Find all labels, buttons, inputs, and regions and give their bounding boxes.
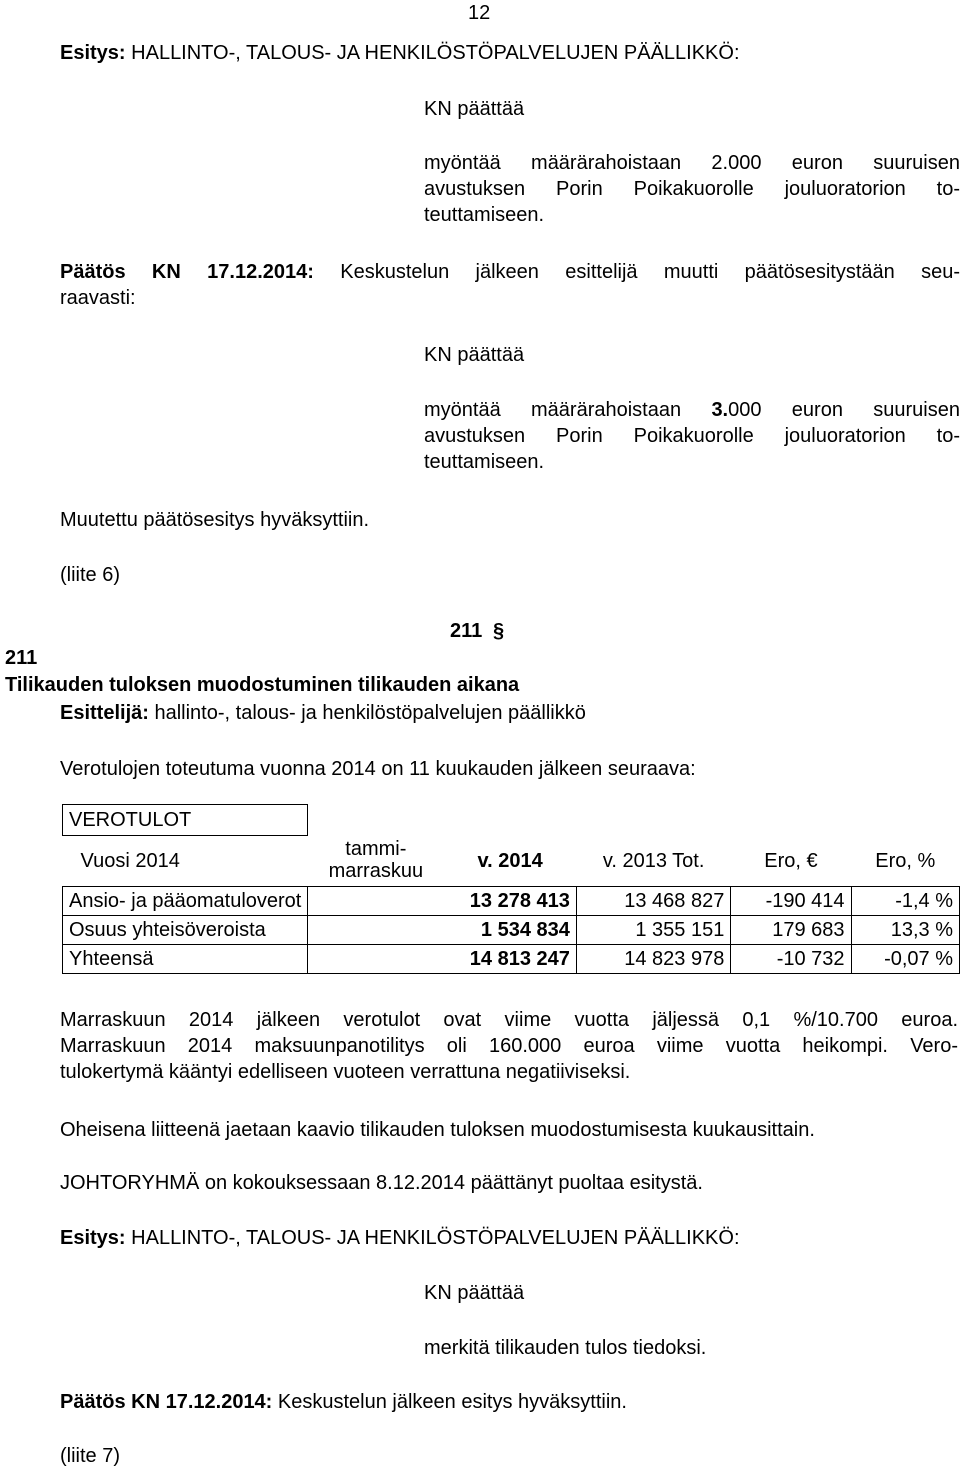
cell-2013: 13 468 827 xyxy=(576,887,730,916)
intro-text: Verotulojen toteutuma vuonna 2014 on 11 kuukauden jälkeen seuraava: xyxy=(60,758,696,780)
cell-diff: -190 414 xyxy=(731,887,851,916)
decision-text-2 xyxy=(424,397,960,475)
kn-decides-1: KN päättää xyxy=(424,98,525,120)
cell-2014: 1 534 834 xyxy=(308,916,577,945)
presenter-line xyxy=(60,700,586,726)
summary-line: Marraskuun 2014 maksuunpanotilitys oli 160.000 euroa viime vuotta heikompi. Vero- xyxy=(60,1035,958,1057)
row-label: Yhteensä xyxy=(63,945,308,974)
esitys-label: Esitys: xyxy=(60,1227,126,1249)
esitys-text: HALLINTO-, TALOUS- JA HENKILÖSTÖPALVELUJEN PÄÄLLIKKÖ: xyxy=(131,42,740,64)
svg-text:§: § xyxy=(492,620,504,641)
management-note: JOHTORYHMÄ on kokouksessaan 8.12.2014 päättänyt puoltaa esitystä. xyxy=(60,1172,703,1194)
paatos-paragraph-1 xyxy=(60,259,960,311)
section-sign-icon xyxy=(492,619,506,641)
paatos-text: Keskustelun jälkeen esittelijä muutti päätösesitystään seu- xyxy=(340,261,960,283)
row-label: Osuus yhteisöveroista xyxy=(63,916,308,945)
revenue-summary xyxy=(60,1007,958,1085)
table-caption: VEROTULOT xyxy=(63,805,308,836)
presenter-text: hallinto-, talous- ja henkilöstöpalvelujen päällikkö xyxy=(154,702,586,724)
cell-pct: -1,4 % xyxy=(851,887,959,916)
header-2013: v. 2013 Tot. xyxy=(602,849,705,872)
header-diff-pct: Ero, % xyxy=(875,849,936,872)
kn-decides-3: KN päättää xyxy=(424,1282,525,1304)
decision-line: myöntää määrärahoistaan 3.000 euron suuruisen xyxy=(424,399,960,421)
header-diff-eur: Ero, € xyxy=(764,849,818,872)
esitys-label: Esitys: xyxy=(60,42,126,64)
section-number: 211 xyxy=(450,620,483,642)
esitys-heading-2 xyxy=(60,1225,740,1251)
tax-revenue-table xyxy=(62,804,960,974)
cell-diff: 179 683 xyxy=(731,916,851,945)
kn-decides-2: KN päättää xyxy=(424,344,525,366)
decision-line: teuttamiseen. xyxy=(424,451,545,473)
header-2014: v. 2014 xyxy=(477,849,543,872)
cell-2014: 13 278 413 xyxy=(308,887,577,916)
section-title: Tilikauden tuloksen muodostuminen tilikauden aikana xyxy=(5,674,520,696)
attachment-ref-6: (liite 6) xyxy=(60,564,121,586)
paatos-line xyxy=(60,259,960,285)
summary-line: tulokertymä kääntyi edelliseen vuoteen verrattuna negatiiviseksi. xyxy=(60,1061,631,1083)
paatos-label: Päätös KN 17.12.2014: xyxy=(60,261,314,283)
page-number: 12 xyxy=(468,2,491,24)
header-jan-nov: tammi- marraskuu xyxy=(328,837,424,882)
highlighted-amount: 3. xyxy=(711,399,729,421)
summary-line: Marraskuun 2014 jälkeen verotulot ovat viime vuotta jäljessä 0,1 %/10.700 euroa. xyxy=(60,1009,958,1031)
cell-2014: 14 813 247 xyxy=(308,945,577,974)
decision-text-1 xyxy=(424,150,960,228)
esitys-heading-1 xyxy=(60,40,740,66)
table-header-row xyxy=(63,836,960,887)
paatos-text: Keskustelun jälkeen esitys hyväksyttiin. xyxy=(277,1391,627,1413)
table-caption-row xyxy=(63,805,960,836)
section-number-left: 211 xyxy=(5,647,38,669)
paatos-line: raavasti: xyxy=(60,287,136,309)
cell-2013: 1 355 151 xyxy=(576,916,730,945)
table-row xyxy=(63,887,960,916)
decision-line: teuttamiseen. xyxy=(424,204,545,226)
paatos-label: Päätös KN 17.12.2014: xyxy=(60,1391,273,1413)
attachment-note: Oheisena liitteenä jaetaan kaavio tilikauden tuloksen muodostumisesta kuukausittain. xyxy=(60,1119,815,1141)
section-number-center xyxy=(450,618,506,644)
decision-text-3: merkitä tilikauden tulos tiedoksi. xyxy=(424,1337,707,1359)
decision-line: avustuksen Porin Poikakuorolle jouluoratorion to- xyxy=(424,178,960,200)
table-row xyxy=(63,916,960,945)
decision-line: myöntää määrärahoistaan 2.000 euron suuruisen xyxy=(424,152,960,174)
cell-2013: 14 823 978 xyxy=(576,945,730,974)
cell-pct: 13,3 % xyxy=(851,916,959,945)
decision-line: avustuksen Porin Poikakuorolle jouluoratorion to- xyxy=(424,425,960,447)
paatos-paragraph-2 xyxy=(60,1389,627,1415)
approved-text: Muutettu päätösesitys hyväksyttiin. xyxy=(60,509,370,531)
table-row xyxy=(63,945,960,974)
attachment-ref-7: (liite 7) xyxy=(60,1445,121,1467)
presenter-label: Esittelijä: xyxy=(60,702,149,724)
esitys-text: HALLINTO-, TALOUS- JA HENKILÖSTÖPALVELUJEN PÄÄLLIKKÖ: xyxy=(131,1227,740,1249)
cell-pct: -0,07 % xyxy=(851,945,959,974)
cell-diff: -10 732 xyxy=(731,945,851,974)
header-year: Vuosi 2014 xyxy=(80,850,180,872)
row-label: Ansio- ja pääomatuloverot xyxy=(63,887,308,916)
